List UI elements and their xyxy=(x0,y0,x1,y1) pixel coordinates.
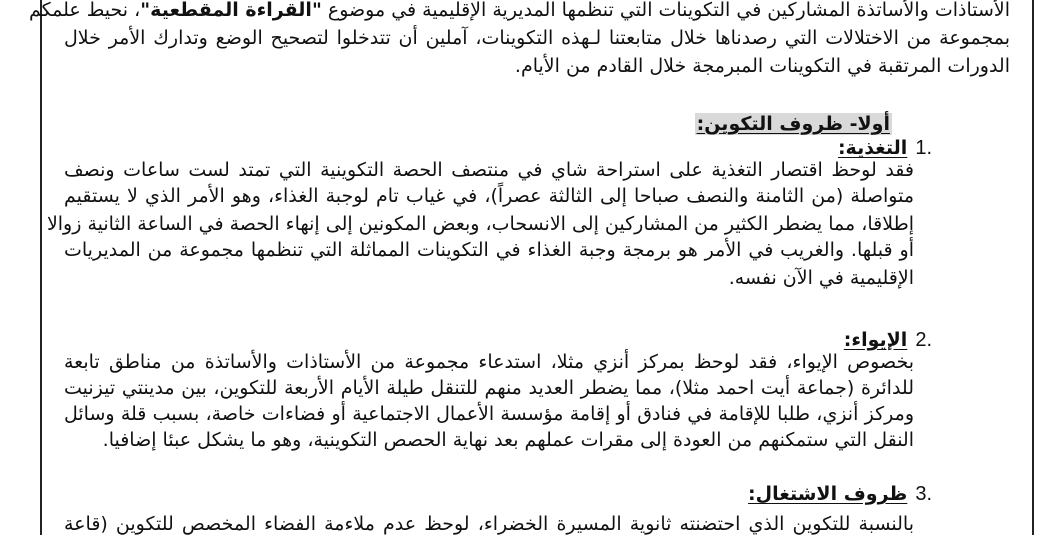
topic-title: "القراءة المقطعية" xyxy=(140,0,322,21)
paragraph-line: النقل التي ستمكنهم من العودة إلى مقرات عملهم بعد نهاية الحصص التكوينية، وهو ما يشكل عبئا إضافيا. xyxy=(102,429,914,451)
item-number: .3 xyxy=(915,483,932,505)
document-page xyxy=(28,0,1034,535)
intro-text: ، نحيط علمكم xyxy=(28,0,141,21)
paragraph-line: ومركز أنزي، طلبا للإقامة في فنادق أو إقامة مؤسسة الأعمال الاجتماعية أو فضاءات خاصة، بسبب قلة وسائل xyxy=(64,403,914,425)
intro-line-2: بمجموعة من الاختلالات التي رصدناها خلال متابعتنا لـهذه التكوينات، آملين أن تتدخلوا لتصحيح الوضع وتدارك الأمر خلال xyxy=(64,27,1010,49)
paragraph-line: للدائرة (جماعة أيت احمد مثلا)، مما يضطر العديد منهم للتنقل طيلة الأيام الأربعة للتكوين، بين مدينتي تيزنيت xyxy=(64,377,914,399)
cropped-bottom-line: بالنسبة للتكوين الذي احتضنته ثانوية المسيرة الخضراء، لوحظ عدم ملاءمة الفضاء المخصص للتكوين (قاعة xyxy=(64,513,914,535)
paragraph-line: إطلاقا، مما يضطر الكثير من المشاركين إلى الانسحاب، وبعض المكونين إلى إنهاء الحصة في الساعة الثانية زوالا xyxy=(46,213,914,235)
item-heading-text: ظروف الاشتغال: xyxy=(748,483,908,505)
section-title-text: أولا- ظروف التكوين: xyxy=(696,113,890,135)
paragraph-line: أو قبلها. والغريب في الأمر هو برمجة وجبة الغذاء في التكوينات المماثلة التي تنظمها مجموعة من المديريات xyxy=(64,239,914,261)
item-heading xyxy=(844,328,932,352)
intro-line-1 xyxy=(28,0,1010,22)
item-number: .2 xyxy=(915,329,932,351)
paragraph-line: فقد لوحظ اقتصار التغذية على استراحة شاي في منتصف الحصة التكوينية التي تمتد لست ساعات ونصف xyxy=(64,159,914,181)
item-heading-text: الإيواء: xyxy=(843,329,908,351)
paragraph-line: متواصلة (من الثامنة والنصف صباحا إلى الثالثة عصراً)، في غياب تام لوجبة الغذاء، وهو الأمر الذي لا يستقيم xyxy=(64,185,914,207)
item-number: .1 xyxy=(915,137,932,159)
paragraph-line: الإقليمية في الآن نفسه. xyxy=(728,267,914,289)
paragraph-line: بخصوص الإيواء، فقد لوحظ بمركز أنزي مثلا، استدعاء مجموعة من الأستاذات والأساتذة من مناطق تابعة xyxy=(64,351,914,373)
item-heading-text: التغذية: xyxy=(837,137,908,159)
intro-text: الأستاذات والأساتذة المشاركين في التكوينات التي تنظمها المديرية الإقليمية في موضوع xyxy=(321,0,1010,21)
intro-line-3: الدورات المرتقبة في التكوينات المبرمجة خلال القادم من الأيام. xyxy=(514,55,1010,77)
section-title xyxy=(695,112,892,136)
item-heading xyxy=(748,482,932,506)
item-heading xyxy=(838,136,932,160)
